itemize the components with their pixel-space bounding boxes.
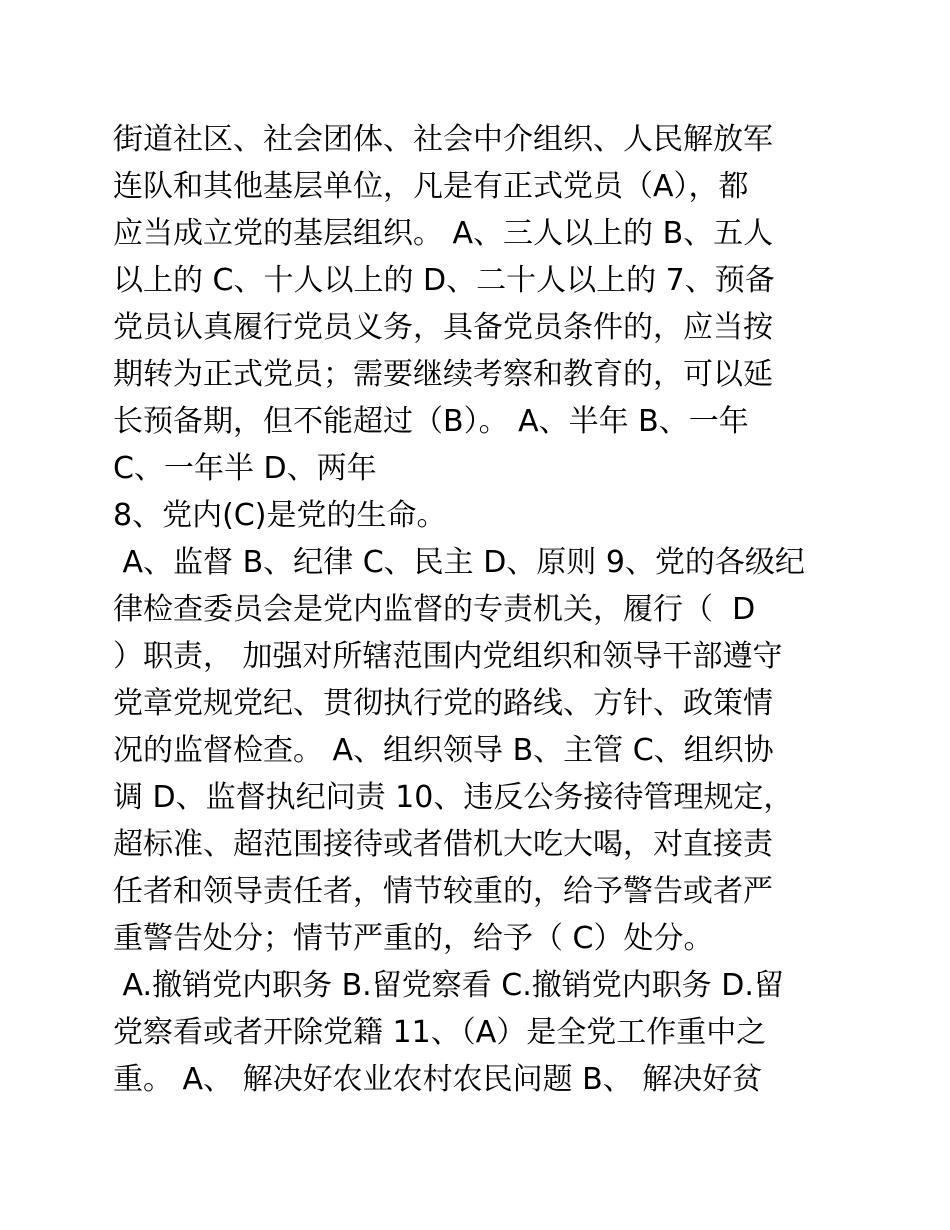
text-line: 以上的 C、十人以上的 D、二十人以上的 7、预备 xyxy=(113,263,775,298)
text-line: 长预备期，但不能超过（B）。 A、半年 B、一年 xyxy=(113,404,749,439)
text-line: 连队和其他基层单位，凡是有正式党员（A），都 xyxy=(113,169,749,204)
text-line: 应当成立党的基层组织。 A、三人以上的 B、五人 xyxy=(113,216,774,251)
text-line: 8、党内(C)是党的生命。 xyxy=(113,498,447,533)
text-line: 期转为正式党员；需要继续考察和教育的，可以延 xyxy=(113,357,773,392)
text-line: 任者和领导责任者，情节较重的，给予警告或者严 xyxy=(113,874,773,909)
text-line: 党察看或者开除党籍 11、（A）是全党工作重中之 xyxy=(113,1015,767,1050)
text-line: 重警告处分；情节严重的，给予（ C）处分。 xyxy=(113,921,714,956)
text-line: A.撤销党内职务 B.留党察看 C.撤销党内职务 D.留 xyxy=(113,968,784,1003)
text-line: 况的监督检查。 A、组织领导 B、主管 C、组织协 xyxy=(113,733,774,768)
text-line: 律检查委员会是党内监督的专责机关，履行（ D xyxy=(113,592,756,627)
document-body xyxy=(113,116,841,1103)
text-line: 超标准、超范围接待或者借机大吃大喝，对直接责 xyxy=(113,827,773,862)
text-line: ）职责， 加强对所辖范围内党组织和领导干部遵守 xyxy=(113,639,783,674)
text-line: 重。 A、 解决好农业农村农民问题 B、 解决好贫 xyxy=(113,1062,763,1097)
text-line: 党员认真履行党员义务，具备党员条件的，应当按 xyxy=(113,310,773,345)
text-line: 街道社区、社会团体、社会中介组织、人民解放军 xyxy=(113,122,773,157)
text-line: 调 D、监督执纪问责 10、违反公务接待管理规定， xyxy=(113,780,794,815)
text-line: A、监督 B、纪律 C、民主 D、原则 9、党的各级纪 xyxy=(113,545,805,580)
text-line: C、一年半 D、两年 xyxy=(113,451,377,486)
text-line: 党章党规党纪、贯彻执行党的路线、方针、政策情 xyxy=(113,686,773,721)
